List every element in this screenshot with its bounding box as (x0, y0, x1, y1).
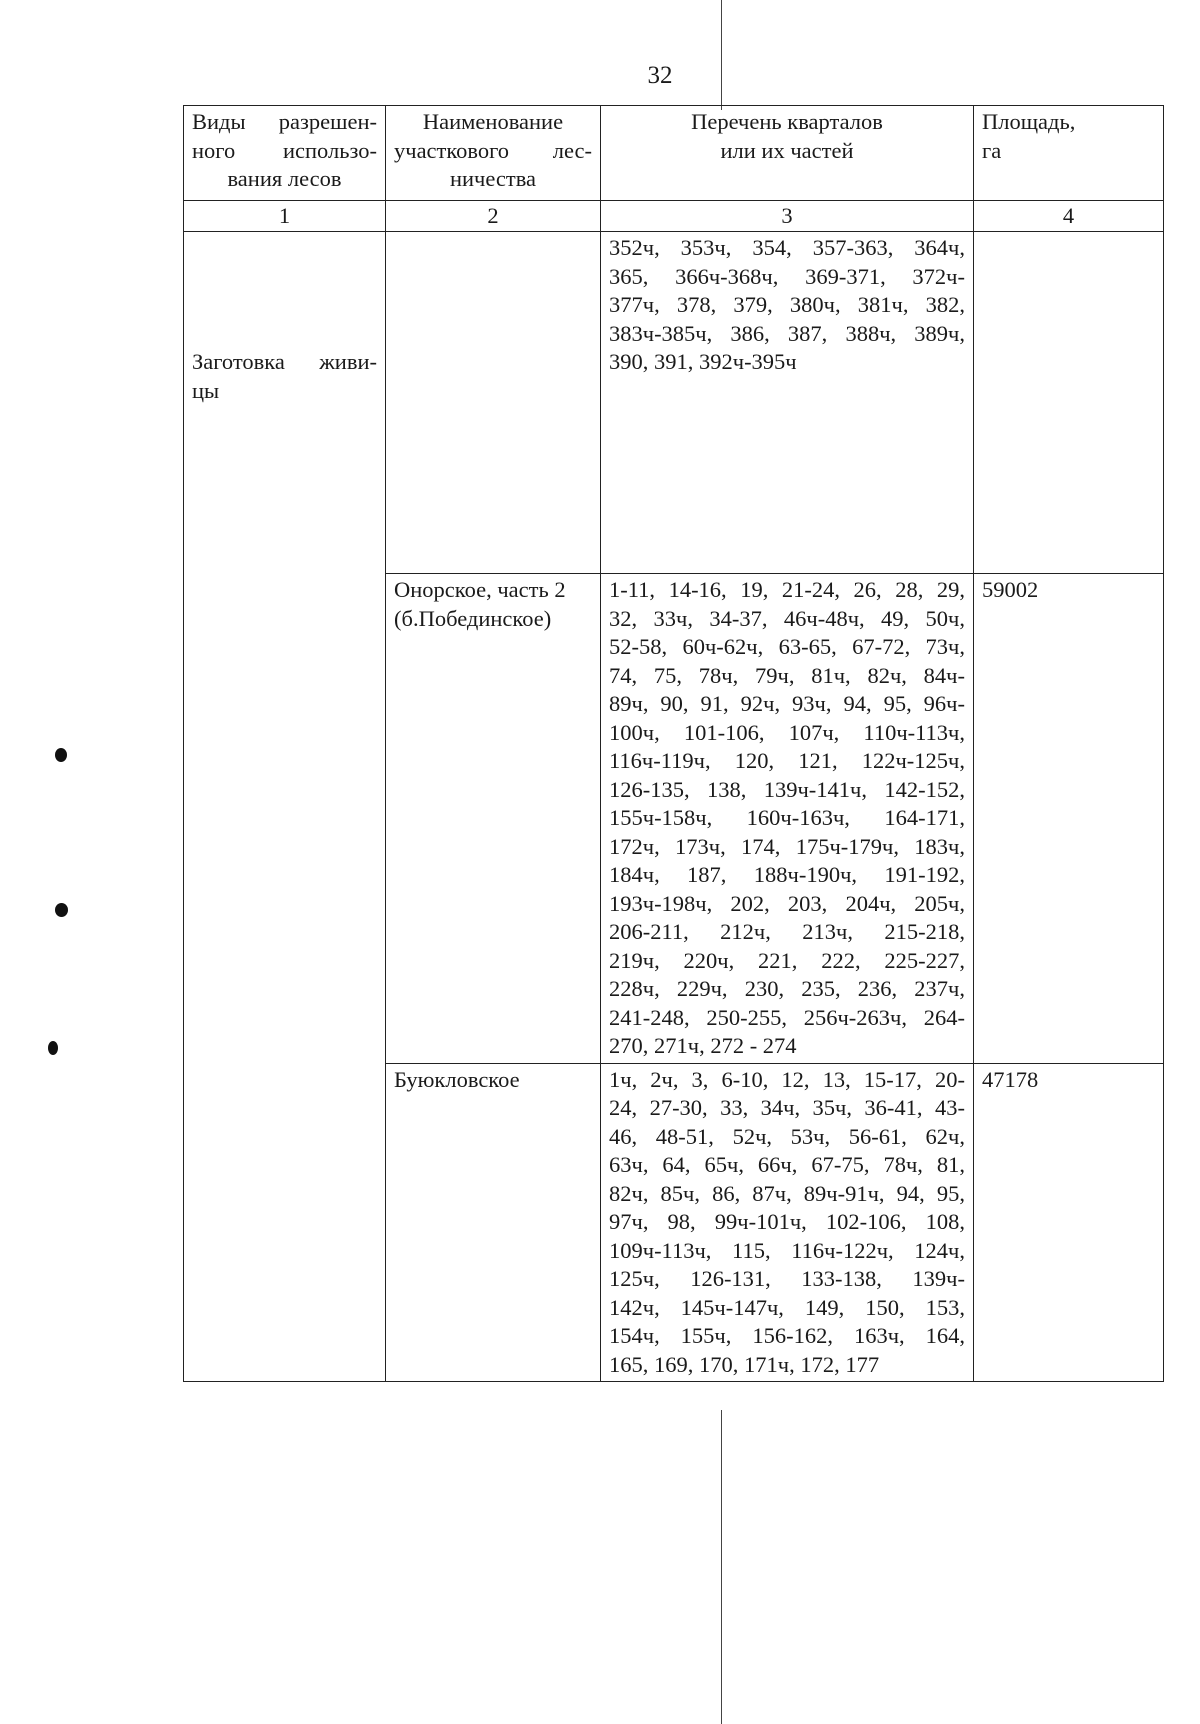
quarters-line: 97ч, 98, 99ч-101ч, 102-106, 108, (609, 1209, 965, 1234)
forestry-name-cell (386, 574, 601, 1064)
table-row (184, 232, 1164, 574)
header-use-type (184, 106, 386, 201)
scan-artifact-blot (55, 748, 67, 762)
column-number: 1 (184, 201, 386, 232)
header-line: ного использо- (192, 137, 377, 163)
use-type-line: цы (192, 377, 220, 403)
quarters-line: 241-248, 250-255, 256ч-263ч, 264- (609, 1004, 965, 1030)
header-line: ничества (449, 166, 537, 191)
quarters-line: 219ч, 220ч, 221, 222, 225-227, (609, 947, 965, 973)
quarters-cell (601, 1063, 974, 1382)
forestry-name-cell (386, 1063, 601, 1382)
quarters-line: 125ч, 126-131, 133-138, 139ч- (609, 1266, 965, 1291)
quarters-line: 82ч, 85ч, 86, 87ч, 89ч-91ч, 94, 95, (609, 1180, 965, 1206)
quarters-line: 206-211, 212ч, 213ч, 215-218, (609, 919, 965, 944)
quarters-cell (601, 574, 974, 1064)
header-line: Площадь, (982, 109, 1076, 134)
column-number: 4 (974, 201, 1164, 232)
quarters-line: 377ч, 378, 379, 380ч, 381ч, 382, (609, 292, 965, 317)
quarters-line: 165, 169, 170, 171ч, 172, 177 (609, 1351, 880, 1377)
quarters-line: 24, 27-30, 33, 34ч, 35ч, 36-41, 43- (609, 1095, 965, 1120)
quarters-line: 1-11, 14-16, 19, 21-24, 26, 28, 29, (609, 577, 965, 602)
quarters-line: 89ч, 90, 91, 92ч, 93ч, 94, 95, 96ч- (609, 691, 965, 716)
header-line: Виды разрешен- (192, 109, 377, 134)
quarters-line: 184ч, 187, 188ч-190ч, 191-192, (609, 862, 965, 887)
quarters-line: 46, 48-51, 52ч, 53ч, 56-61, 62ч, (609, 1123, 965, 1149)
quarters-line: 383ч-385ч, 386, 387, 388ч, 389ч, (609, 320, 965, 346)
quarters-line: 228ч, 229ч, 230, 235, 236, 237ч, (609, 976, 965, 1001)
header-line: Наименование (422, 109, 564, 134)
scan-artifact-blot (48, 1041, 58, 1055)
area-cell: 47178 (974, 1063, 1164, 1382)
quarters-line: 126-135, 138, 139ч-141ч, 142-152, (609, 776, 965, 802)
header-line: га (982, 137, 1002, 163)
header-line: вания лесов (227, 166, 342, 191)
quarters-line: 63ч, 64, 65ч, 66ч, 67-75, 78ч, 81, (609, 1152, 965, 1177)
header-quarters-list (601, 106, 974, 201)
table-header-row (184, 106, 1164, 201)
header-forestry-name (386, 106, 601, 201)
header-line: Перечень кварталов (691, 109, 883, 134)
quarters-line: 352ч, 353ч, 354, 357-363, 364ч, (609, 235, 965, 260)
column-number: 2 (386, 201, 601, 232)
header-line: участкового лес- (394, 137, 592, 163)
quarters-line: 1ч, 2ч, 3, 6-10, 12, 13, 15-17, 20- (609, 1066, 965, 1092)
page-number: 32 (647, 62, 673, 89)
quarters-line: 32, 33ч, 34-37, 46ч-48ч, 49, 50ч, (609, 605, 965, 631)
forestry-name-line: (б.Побединское) (394, 605, 552, 631)
column-number: 3 (601, 201, 974, 232)
scan-artifact-line (721, 1410, 722, 1724)
quarters-line: 365, 366ч-368ч, 369-371, 372ч- (609, 263, 965, 289)
quarters-line: 154ч, 155ч, 156-162, 163ч, 164, (609, 1323, 965, 1348)
header-line: или их частей (720, 137, 854, 163)
area-cell (974, 232, 1164, 574)
quarters-line: 109ч-113ч, 115, 116ч-122ч, 124ч, (609, 1237, 965, 1263)
area-cell: 59002 (974, 574, 1164, 1064)
scan-artifact-blot (55, 903, 68, 917)
quarters-line: 172ч, 173ч, 174, 175ч-179ч, 183ч, (609, 833, 965, 859)
quarters-line: 193ч-198ч, 202, 203, 204ч, 205ч, (609, 890, 965, 916)
header-area (974, 106, 1164, 201)
use-type-line: Заготовка живи- (192, 349, 377, 374)
use-type-cell (184, 232, 386, 1382)
quarters-line: 52-58, 60ч-62ч, 63-65, 67-72, 73ч, (609, 634, 965, 659)
quarters-line: 390, 391, 392ч-395ч (609, 349, 797, 374)
forestry-name-line: Буюкловское (394, 1066, 520, 1092)
quarters-line: 74, 75, 78ч, 79ч, 81ч, 82ч, 84ч- (609, 662, 965, 688)
quarters-line: 142ч, 145ч-147ч, 149, 150, 153, (609, 1294, 965, 1320)
forestry-name-line: Онорское, часть 2 (394, 577, 566, 602)
quarters-cell (601, 232, 974, 574)
quarters-line: 155ч-158ч, 160ч-163ч, 164-171, (609, 805, 965, 830)
quarters-line: 116ч-119ч, 120, 121, 122ч-125ч, (609, 748, 965, 773)
scan-artifact-line (721, 0, 722, 110)
forestry-name-cell (386, 232, 601, 574)
forest-use-table (183, 105, 1164, 1382)
column-number-row (184, 201, 1164, 232)
quarters-line: 270, 271ч, 272 - 274 (609, 1033, 797, 1058)
quarters-line: 100ч, 101-106, 107ч, 110ч-113ч, (609, 719, 965, 745)
